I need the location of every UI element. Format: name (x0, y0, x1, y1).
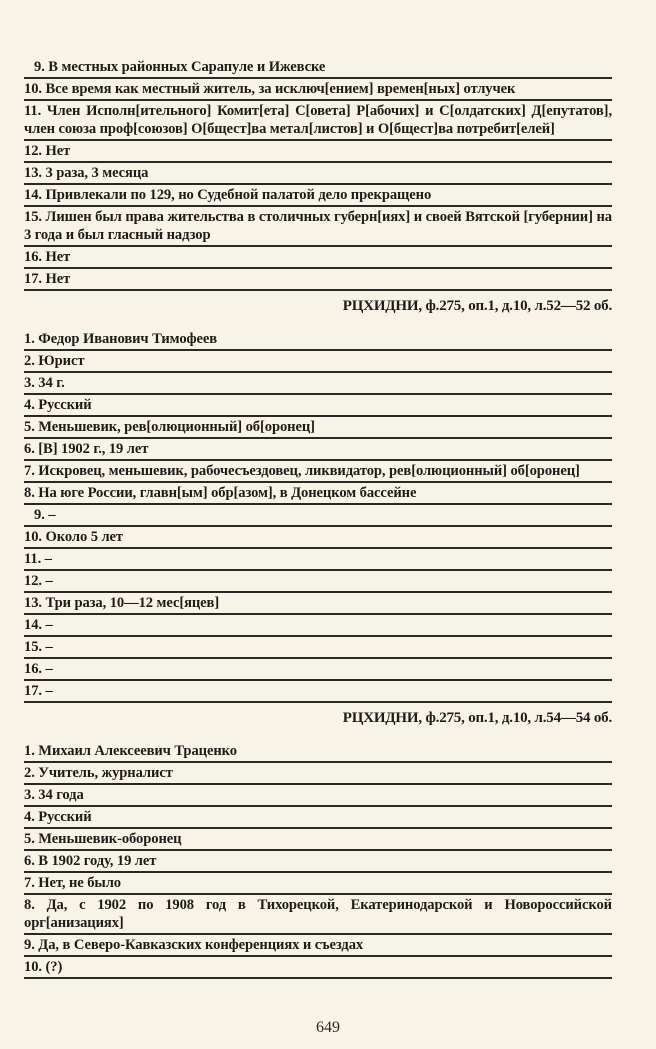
questionnaire-timofeev (24, 329, 612, 727)
answer-row: 10. (?) (24, 957, 612, 979)
answer-row: 8. Да, с 1902 по 1908 год в Тихорецкой, Екатеринодарской и Новороссийской орг[анизациях] (24, 895, 612, 935)
answer-row: 17. – (24, 681, 612, 703)
answer-row: 3. 34 г. (24, 373, 612, 395)
answer-row: 1. Федор Иванович Тимофеев (24, 329, 612, 351)
answer-row: 1. Михаил Алексеевич Траценко (24, 741, 612, 763)
answer-row: 13. Три раза, 10—12 мес[яцев] (24, 593, 612, 615)
page-number: 649 (316, 1019, 340, 1036)
answer-row: 5. Меньшевик-оборонец (24, 829, 612, 851)
answer-row: 4. Русский (24, 395, 612, 417)
answer-row: 7. Искровец, меньшевик, рабочесъездовец, ликвидатор, рев[олюционный] об[оронец] (24, 461, 612, 483)
archive-source-citation: РЦХИДНИ, ф.275, оп.1, д.10, л.52—52 об. (342, 298, 612, 314)
answer-row: 8. На юге России, главн[ым] обр[азом], в Донецком бассейне (24, 483, 612, 505)
answer-row: 10. Все время как местный житель, за исключ[ением] времен[ных] отлучек (24, 79, 612, 101)
answer-row: 11. – (24, 549, 612, 571)
answer-row: 12. – (24, 571, 612, 593)
answer-row: 16. – (24, 659, 612, 681)
answer-row: 14. Привлекали по 129, но Судебной палатой дело прекращено (24, 185, 612, 207)
answer-row: 9. – (24, 505, 612, 527)
answer-row: 15. Лишен был права жительства в столичных губерн[иях] и своей Вятской [губернии] на 3 года и был гласный надзор (24, 207, 612, 247)
answer-row: 7. Нет, не было (24, 873, 612, 895)
answer-row: 14. – (24, 615, 612, 637)
answer-row: 6. [В] 1902 г., 19 лет (24, 439, 612, 461)
answer-row: 2. Юрист (24, 351, 612, 373)
answer-row: 16. Нет (24, 247, 612, 269)
archive-source-citation: РЦХИДНИ, ф.275, оп.1, д.10, л.54—54 об. (342, 710, 612, 726)
questionnaire-tratsenko (24, 741, 612, 979)
answer-row: 3. 34 года (24, 785, 612, 807)
document-page (24, 57, 612, 979)
answer-row: 9. В местных районных Сарапуле и Ижевске (24, 57, 612, 79)
answer-row: 2. Учитель, журналист (24, 763, 612, 785)
answer-row: 13. 3 раза, 3 месяца (24, 163, 612, 185)
answer-row: 17. Нет (24, 269, 612, 291)
answer-row: 11. Член Исполн[ительного] Комит[ета] С[овета] Р[абочих] и С[олдатских] Д[епутатов], член союза проф[союзов] О[бщест]ва метал[листов] и О[бщест]ва потребит[елей] (24, 101, 612, 141)
answer-row: 15. – (24, 637, 612, 659)
questionnaire-continuation (24, 57, 612, 315)
answer-row: 12. Нет (24, 141, 612, 163)
answer-row: 9. Да, в Северо-Кавказских конференциях и съездах (24, 935, 612, 957)
answer-row: 10. Около 5 лет (24, 527, 612, 549)
answer-row: 6. В 1902 году, 19 лет (24, 851, 612, 873)
answer-row: 5. Меньшевик, рев[олюционный] об[оронец] (24, 417, 612, 439)
answer-row: 4. Русский (24, 807, 612, 829)
